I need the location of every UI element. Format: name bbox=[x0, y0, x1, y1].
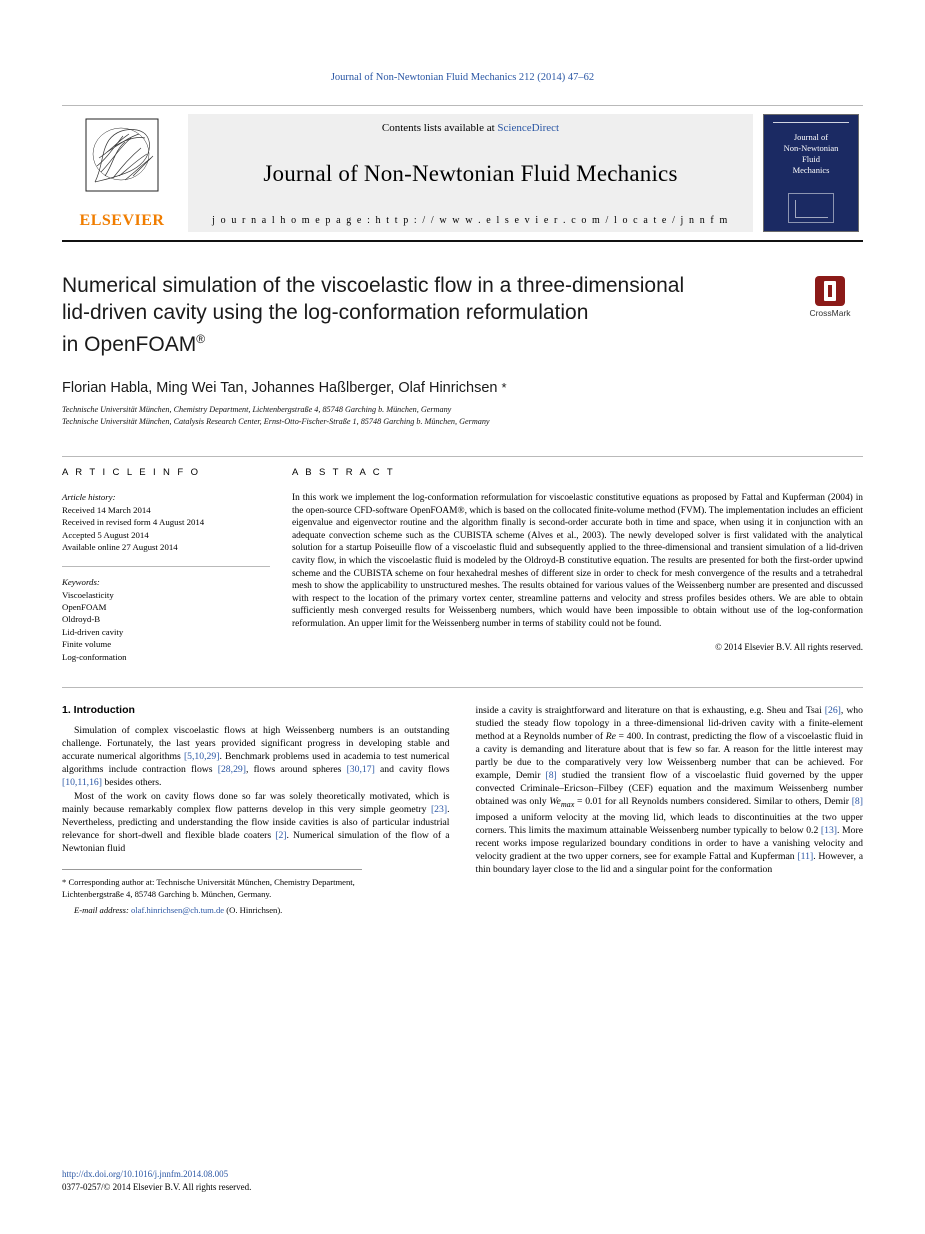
journal-title: Journal of Non-Newtonian Fluid Mechanics bbox=[263, 160, 678, 186]
corresponding-author-marker: * bbox=[501, 380, 507, 395]
citation-8-a[interactable]: [8] bbox=[545, 770, 557, 782]
citation-23[interactable]: [23] bbox=[430, 804, 448, 816]
keywords-label: Keywords: bbox=[62, 576, 100, 587]
abstract-heading: A B S T R A C T bbox=[292, 467, 396, 478]
keyword-4: Lid-driven cavity bbox=[62, 626, 124, 637]
citation-26[interactable]: [26] bbox=[824, 705, 841, 717]
author-list bbox=[62, 380, 863, 396]
reynolds-symbol: Re bbox=[605, 731, 616, 743]
citation-30-17[interactable]: [30,17] bbox=[346, 764, 375, 776]
journal-masthead bbox=[62, 105, 863, 242]
cover-title: Journal of Non-Newtonian Fluid Mechanics bbox=[783, 132, 839, 175]
title-area bbox=[62, 272, 863, 358]
affiliations bbox=[62, 404, 863, 428]
keyword-6: Log-conformation bbox=[62, 651, 127, 662]
article-history-1: Received 14 March 2014 bbox=[62, 505, 151, 515]
citation-2[interactable]: [2] bbox=[275, 830, 287, 842]
crossmark-icon bbox=[815, 276, 845, 306]
abstract-column bbox=[292, 467, 863, 663]
info-abstract-block bbox=[62, 456, 863, 663]
article-history-2: Received in revised form 4 August 2014 bbox=[62, 517, 205, 528]
journal-center-block bbox=[188, 114, 753, 232]
cover-rule bbox=[773, 122, 848, 123]
sciencedirect-link[interactable]: ScienceDirect bbox=[497, 122, 560, 134]
footnote-text bbox=[62, 876, 362, 900]
body-right-column bbox=[476, 704, 864, 916]
citation-28-29[interactable]: [28,29] bbox=[217, 764, 246, 776]
affiliation-1: Technische Universität München, Chemistry Department, Lichtenbergstraße 4, 85748 Garching b. München, Germany bbox=[62, 405, 452, 414]
article-history-label: Article history: bbox=[62, 492, 116, 502]
citation-10-11-16[interactable]: [10,11,16] bbox=[62, 777, 102, 789]
email-label: E-mail address: bbox=[74, 905, 129, 916]
journal-reference: Journal of Non-Newtonian Fluid Mechanics 212 (2014) 47–62 bbox=[330, 72, 595, 83]
crossmark-badge-group[interactable] bbox=[797, 276, 863, 318]
footnote-body: Corresponding author at: Technische Universität München, Chemistry Department, Lichtenbergstraße 4, 85748 Garching b. München, Germany. bbox=[62, 877, 355, 900]
title-line-1: Numerical simulation of the viscoelastic flow in a three-dimensional bbox=[62, 274, 685, 297]
section-heading-introduction: 1. Introduction bbox=[62, 704, 135, 717]
journal-cover bbox=[763, 114, 859, 232]
email-address[interactable]: olaf.hinrichsen@ch.tum.de bbox=[130, 905, 225, 916]
contents-prefix: Contents lists available at bbox=[381, 122, 498, 134]
issn-copyright: 0377-0257/© 2014 Elsevier B.V. All rights reserved. bbox=[62, 1182, 252, 1192]
elsevier-tree-icon bbox=[85, 118, 159, 192]
footer-doi-block bbox=[62, 1168, 251, 1194]
body-columns bbox=[62, 687, 863, 916]
abstract-text: In this work we implement the log-conformation reformulation for viscoelastic constitutive equations as proposed by Fattal and Kupferman (2004) in the open-source CFD-software OpenFOAM®, which is based on the collocated finite-volume method (FVM). The implementation includes an efficient eigenvalue and eigenvector routine and the algorithm finally is second-order accurate both in time and space, when using it in conjunction with an adequate convection scheme such as the CUBISTA scheme (Alves et al., 2003). The newly developed solver is first validated with the analytical solution for a startup Poiseuille flow of a viscoelastic fluid and subsequently applied to the three-dimensional and transient simulation of a lid-driven cavity flow, in which the viscoelastic fluid is modeled by the Oldroyd-B constitutive equation. The results are presented for both the first-order upwind scheme and the CUBISTA scheme on four hexahedral meshes of different size in order to check for mesh convergence of the results and a tetrahedral mesh to show the applicability to unstructured meshes. The results obtained for various values of the Weissenberg number are presented and discussed with respect to the location of the primary vortex center, streamline patterns and velocity and stress profiles besides others. We are able to obtain sufficiently mesh converged results for Weissenberg numbers, which would have been impossible to obtain without use of the log-conformation reformulation. An upper limit for the Weissenberg number in terms of stability could not be found. bbox=[292, 493, 863, 629]
authors-text: Florian Habla, Ming Wei Tan, Johannes Haßlberger, Olaf Hinrichsen bbox=[62, 380, 498, 396]
abstract-copyright: © 2014 Elsevier B.V. All rights reserved. bbox=[715, 641, 863, 652]
article-history-3: Accepted 5 August 2014 bbox=[62, 529, 149, 540]
footnote-email-line bbox=[62, 904, 362, 916]
contents-line bbox=[382, 122, 559, 134]
keyword-5: Finite volume bbox=[62, 639, 112, 650]
citation-8-b[interactable]: [8] bbox=[851, 796, 863, 808]
citation-11[interactable]: [11] bbox=[797, 851, 814, 862]
paragraph-left-1: Simulation of complex viscoelastic flows at high Weissenberg numbers is an outstanding challenge. Fortunately, the last years provided significant progress in developing stable and accurate numerical algorithms [5,10,29]. Benchmark problems used in academia to test numerical algorithms include contraction flows [28,29], flows around spheres [30,17] and cavity flows [10,11,16] besides others. bbox=[62, 725, 450, 789]
weissenberg-symbol: $We_{max}$ bbox=[549, 796, 575, 809]
doi-anchor[interactable]: http://dx.doi.org/10.1016/j.jnnfm.2014.08.005 bbox=[62, 1169, 229, 1179]
body-left-column bbox=[62, 704, 450, 916]
paragraph-left-2: Most of the work on cavity flows done so far was solely theoretically motivated, which is mainly because remarkably complex flow patterns develop in this very simple geometry [23]. Nevertheless, predicting and understanding the flow inside cavities is also of particular industrial relevance for short-dwell and flexible blade coaters [2]. Numerical simulation of the flow of a Newtonian fluid bbox=[62, 791, 450, 855]
footnote-block bbox=[62, 869, 362, 916]
keyword-2: OpenFOAM bbox=[62, 602, 107, 613]
journal-homepage[interactable]: j o u r n a l h o m e p a g e : h t t p : / / w w w . e l s e v i e r . c o m / l o c a t e / j n n f m bbox=[212, 215, 729, 226]
article-info-column bbox=[62, 467, 292, 663]
journal-cover-block bbox=[759, 114, 863, 232]
footnote-star: * bbox=[62, 877, 67, 888]
article-history-4: Available online 27 August 2014 bbox=[62, 542, 178, 553]
email-suffix: (O. Hinrichsen). bbox=[226, 905, 283, 916]
title-line-2: lid-driven cavity using the log-conformation reformulation bbox=[62, 301, 589, 324]
publisher-logo bbox=[62, 114, 182, 232]
crossmark-label: CrossMark bbox=[809, 308, 851, 318]
title-registered-mark: ® bbox=[196, 332, 206, 346]
keyword-3: Oldroyd-B bbox=[62, 614, 101, 625]
cover-graphic bbox=[788, 193, 834, 223]
article-info-heading: A R T I C L E I N F O bbox=[62, 467, 201, 478]
title-line-3: in OpenFOAM bbox=[62, 333, 197, 356]
keyword-1: Viscoelasticity bbox=[62, 589, 114, 600]
page-title bbox=[62, 272, 752, 358]
publisher-name: ELSEVIER bbox=[79, 212, 165, 229]
doi-link[interactable] bbox=[62, 1168, 251, 1181]
citation-5-10-29[interactable]: [5,10,29] bbox=[183, 751, 220, 763]
paragraph-right-1: inside a cavity is straightforward and literature on that is exhausting, e.g. Sheu and Tsai [26], who studied the steady flow topology in a three-dimensional lid-driven cavity with a finite-element method at a Reynolds number of Re = 400. In contrast, predicting the flow of a viscoelastic fluid in a cavity is demanding and literature about that is few so far. A reason for the little interest may partly be due to the comparatively very low Weissenberg number that can be achieved. For example, Demir [8] studied the transient flow of a viscoelastic fluid governed by the upper convected Criminale–Ericson–Filbey (CEF) equation and the maximum Weissenberg number obtained was only $We_{max} = 0.01$ for all Reynolds numbers considered. Similar to others, Demir [8] imposed a uniform velocity at the moving lid, which leads to discontinuities at the two upper corners. This limits the maximum attainable Weissenberg number typically to below 0.2 [13]. More recent works impose regularized boundary conditions in order to have a vanishing velocity and velocity gradient at the two upper corners, see for example Fattal and Kupferman [11]. However, a thin boundary layer close to the lid and a singular point for the conformation bbox=[475, 705, 864, 875]
citation-13[interactable]: [13] bbox=[820, 825, 838, 836]
info-divider bbox=[62, 566, 270, 567]
affiliation-2: Technische Universität München, Catalysis Research Center, Ernst-Otto-Fischer-Straße 1, 85748 Garching b. München, Germany bbox=[62, 417, 490, 426]
